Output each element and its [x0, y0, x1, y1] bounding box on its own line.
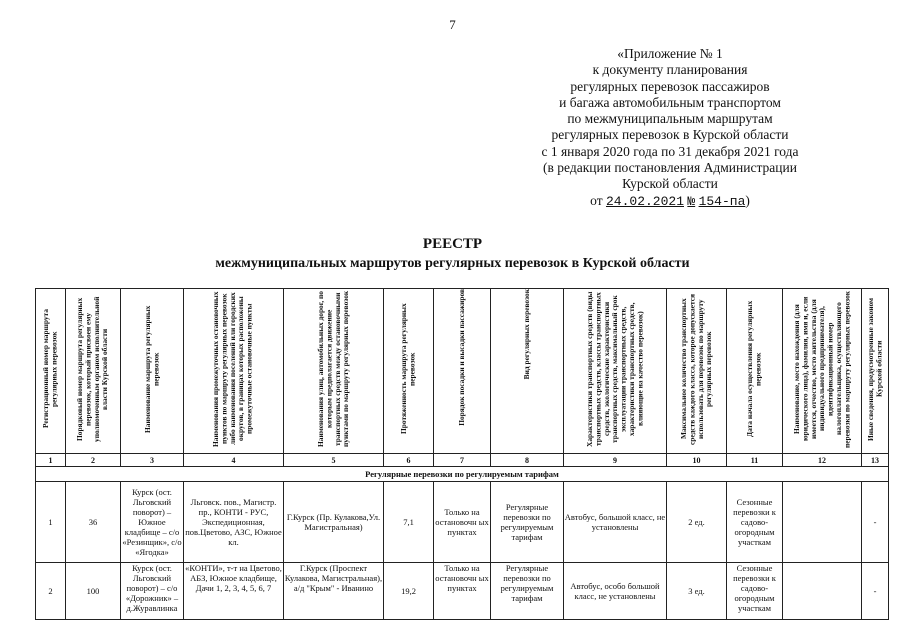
- closing-paren: ): [745, 192, 750, 208]
- header-cell: [66, 289, 121, 454]
- annex-line: Курской области: [622, 176, 718, 192]
- header-text: Максимальное количество транспортных средств каждого класса, которое допускается использовать для перевозок по маршруту регулярных перевозок: [678, 293, 713, 445]
- header-cell: [667, 289, 727, 454]
- header-text: Регистрационный номер маршрута регулярных перевозок: [41, 309, 59, 429]
- decree-date: 24.02.2021: [605, 193, 684, 209]
- table-cell: Сезонные перевозки к садово-огородным участкам: [727, 563, 783, 620]
- table-cell: Курск (ост. Льговский поворот) – с/о «Дорожник» – д.Журавлинка: [121, 563, 184, 620]
- table-cell: Г.Курск (Проспект Кулакова, Магистральная), а/д "Крым" - Иванино: [284, 563, 384, 620]
- header-text: Порядок посадки и высадки пассажиров: [456, 289, 466, 426]
- annex-line: и багажа автомобильным транспортом: [559, 94, 781, 110]
- table-cell: -: [862, 563, 889, 620]
- table-cell: Автобус, большой класс, не установлены: [564, 482, 667, 563]
- table-cell: 3 ед.: [667, 563, 727, 620]
- header-cell: [783, 289, 862, 454]
- column-number: 1: [36, 454, 66, 467]
- annex-header: [480, 46, 860, 210]
- table-cell: Регулярные перевозки по регулируемым тарифам: [491, 563, 564, 620]
- column-number: 2: [66, 454, 121, 467]
- header-cell: [862, 289, 889, 454]
- section-title: Регулярные перевозки по регулируемым тарифам: [36, 467, 889, 482]
- header-text: Наименования промежуточных остановочных пунктов по маршруту регулярных перевозок либо наименования поселений или городских округов, в границах которых расположены промежуточные остановочные пункты: [211, 291, 255, 447]
- column-number: 7: [434, 454, 491, 467]
- header-text: Иные сведения, предусмотренные законом Курской области: [865, 297, 883, 441]
- table-cell: [783, 563, 862, 620]
- table-cell: 100: [66, 563, 121, 620]
- column-number: 6: [384, 454, 434, 467]
- column-number: 12: [783, 454, 862, 467]
- table-cell: Льговск. пов., Магистр. пр., КОНТИ - РУС, Экспедиционная, пов.Цветово, АЗС, Южное кл.: [184, 482, 284, 563]
- column-number-row: [36, 454, 889, 467]
- header-cell: [564, 289, 667, 454]
- table-cell: 2 ед.: [667, 482, 727, 563]
- table-cell: 7,1: [384, 482, 434, 563]
- header-cell: [184, 289, 284, 454]
- registry-table: [35, 288, 889, 620]
- table-cell: 1: [36, 482, 66, 563]
- decree-number: 154-па: [698, 193, 746, 209]
- table-row: [36, 563, 889, 620]
- header-cell: [491, 289, 564, 454]
- column-number: 11: [727, 454, 783, 467]
- table-row: [36, 482, 889, 563]
- header-cell: [384, 289, 434, 454]
- header-cell: [284, 289, 384, 454]
- header-cell: [727, 289, 783, 454]
- page-number: 7: [449, 17, 456, 32]
- table-cell: 36: [66, 482, 121, 563]
- table-cell: Регулярные перевозки по регулируемым тарифам: [491, 482, 564, 563]
- header-text: Характеристики транспортных средств (виды транспортных средств, классы транспортных средств, экологические характеристики транспортных средств, максимальный срок эксплуатации транспортных средств, характеристики транспортных средств, влияющие на качество перевозок): [584, 291, 645, 447]
- table-cell: Только на остановочн ых пунктах: [434, 482, 491, 563]
- header-cell: [121, 289, 184, 454]
- column-number: 9: [564, 454, 667, 467]
- annex-line: «Приложение № 1: [617, 46, 723, 61]
- table-cell: -: [862, 482, 889, 563]
- column-number: 3: [121, 454, 184, 467]
- annex-line: к документу планирования: [592, 62, 748, 78]
- annex-line: с 1 января 2020 года по 31 декабря 2021 года: [541, 143, 799, 159]
- annex-line: регулярных перевозок в Курской области: [551, 127, 789, 143]
- header-cell: [434, 289, 491, 454]
- annex-line: (в редакции постановления Администрации: [543, 160, 797, 176]
- document-subtitle: межмуниципальных маршрутов регулярных перевозок в Курской области: [215, 256, 690, 271]
- header-text: Вид регулярных перевозок: [521, 289, 531, 380]
- column-number: 5: [284, 454, 384, 467]
- document-title: РЕЕСТР: [422, 236, 483, 252]
- header-text: Наименование маршрута регулярных перевозок: [142, 305, 160, 433]
- header-text: Наименование, место нахождения (для юридического лица), фамилия, имя и, если имеется, отчество, место жительства (для индивидуального предпринимателя), идентификационный номер налогоплательщика, осуществляющего перевозки по маршруту регулярных перевозок: [791, 290, 852, 448]
- column-number: 10: [667, 454, 727, 467]
- column-number: 13: [862, 454, 889, 467]
- column-number: 4: [184, 454, 284, 467]
- annex-line: по межмуниципальным маршрутам: [567, 111, 773, 127]
- table-cell: [783, 482, 862, 563]
- table-cell: 19,2: [384, 563, 434, 620]
- table-cell: «КОНТИ», т-т на Цветово, АБЗ, Южное кладбище, Дачи 1, 2, 3, 4, 5, 6, 7: [184, 563, 284, 620]
- table-cell: Автобус, особо большой класс, не установлены: [564, 563, 667, 620]
- from-label: от: [590, 192, 603, 208]
- table-cell: Сезонные перевозки к садово-огородным участкам: [727, 482, 783, 563]
- header-text: Протяженность маршрута регулярных перевозок: [399, 303, 417, 435]
- header-row: [36, 289, 889, 454]
- header-text: Порядковый номер маршрута регулярных перевозок, который присвоен ему уполномоченным органом исполнительной власти Курской области: [75, 296, 110, 442]
- annex-line: регулярных перевозок пассажиров: [570, 78, 770, 94]
- table-cell: Курск (ост. Льговский поворот) – Южное кладбище – с/о «Резинщик», с/о «Ягодка»: [121, 482, 184, 563]
- number-label: №: [687, 193, 696, 209]
- header-text: Наименования улиц, автомобильных дорог, по которым предполагается движение транспортных средств между остановочными пунктами по маршруту регулярных перевозок: [315, 290, 350, 448]
- table-cell: 2: [36, 563, 66, 620]
- header-cell: [36, 289, 66, 454]
- header-text: Дата начала осуществления регулярных перевозок: [745, 300, 763, 438]
- column-number: 8: [491, 454, 564, 467]
- table-cell: Только на остановочн ых пунктах: [434, 563, 491, 620]
- table-cell: Г.Курск (Пр. Кулакова,Ул. Магистральная): [284, 482, 384, 563]
- section-row: [36, 467, 889, 482]
- annex-date-line: [480, 193, 860, 210]
